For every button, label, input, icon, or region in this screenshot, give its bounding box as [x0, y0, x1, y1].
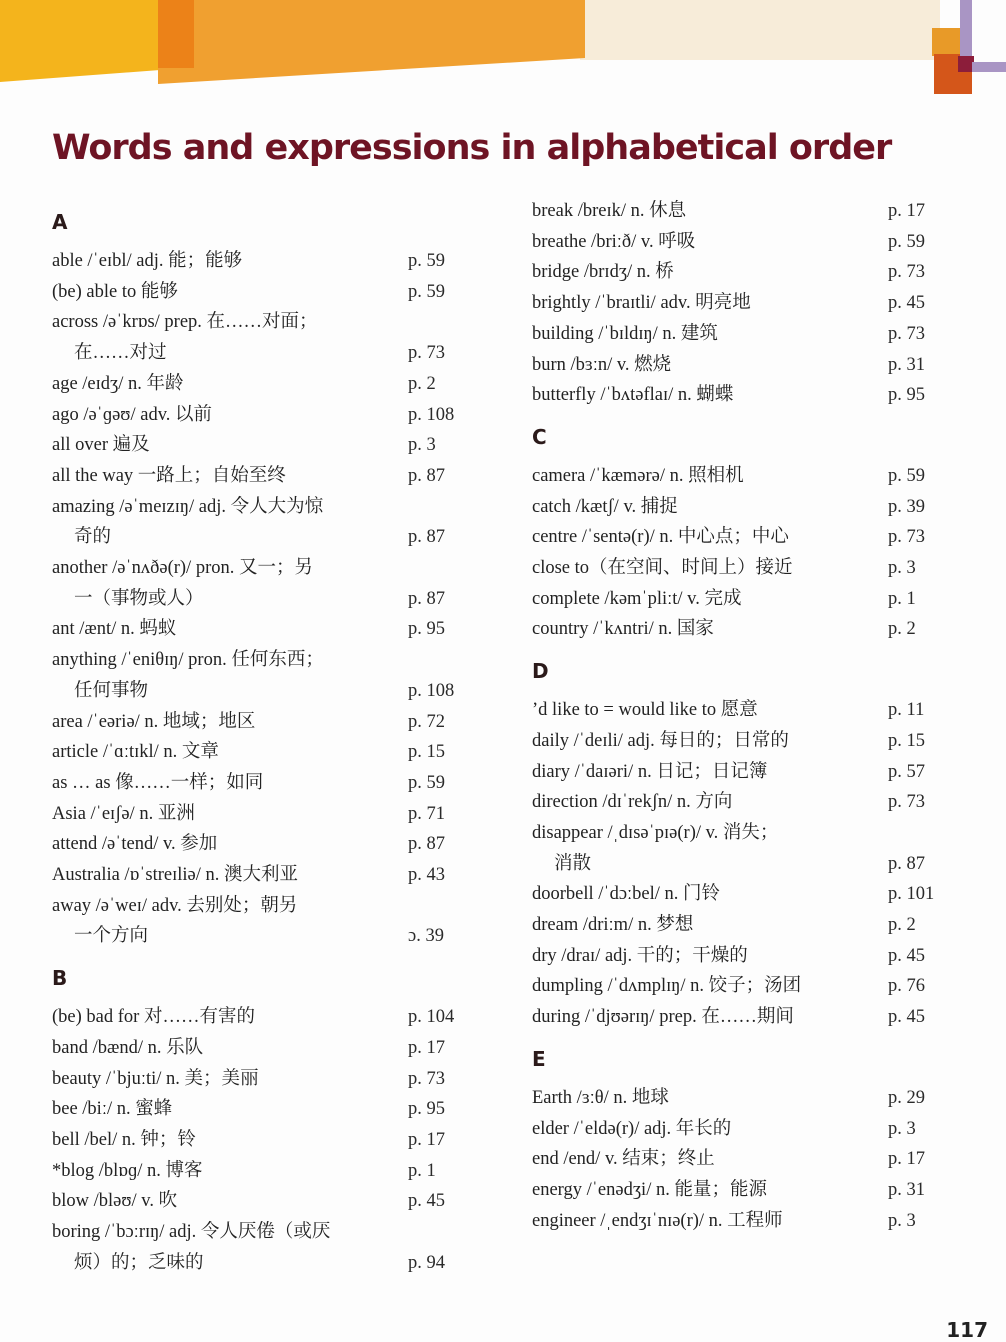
banner-dark-orange-strip [158, 0, 194, 68]
glossary-entry [532, 971, 952, 1002]
entry-text: break /breɪk/ n. 休息 [532, 201, 687, 221]
entry-text: close to（在空间、时间上）接近 [532, 558, 793, 578]
glossary-entry [52, 645, 472, 676]
glossary-entry [52, 461, 472, 492]
entry-text: disappear /ˌdɪsəˈpɪə(r)/ v. 消失； [532, 822, 779, 843]
page-reference: p. 3 [888, 1210, 916, 1231]
page-reference: p. 87 [408, 527, 445, 548]
entry-text: boring /ˈbɔːrɪŋ/ adj. 令人厌倦（或厌 [52, 1222, 331, 1242]
page-reference: p. 31 [888, 354, 925, 375]
page-reference: ɔ. 39 [408, 926, 444, 947]
page-reference: p. 39 [888, 496, 925, 517]
banner-orange-block [158, 0, 585, 84]
glossary-entry [52, 1002, 472, 1033]
glossary-entry [532, 941, 952, 972]
page-reference: p. 45 [408, 1191, 445, 1212]
page-number: 117 [946, 1318, 988, 1342]
entry-text: brightly /ˈbraɪtli/ adv. 明亮地 [532, 293, 751, 314]
entry-text: 在……对过 [74, 343, 167, 364]
glossary-entry [532, 1114, 952, 1145]
page-reference: p. 3 [888, 1118, 916, 1139]
glossary-entry [52, 400, 472, 431]
page-reference: p. 73 [408, 343, 445, 364]
entry-text: elder /ˈeldə(r)/ adj. 年长的 [532, 1118, 732, 1139]
page-reference: p. 15 [888, 730, 925, 751]
glossary-entry [52, 614, 472, 645]
page-reference: p. 59 [888, 465, 925, 486]
glossary-entry [532, 1206, 952, 1237]
entry-text: ago /əˈɡəʊ/ adv. 以前 [52, 404, 212, 425]
entry-text: band /bænd/ n. 乐队 [52, 1037, 204, 1058]
entry-text: bell /bel/ n. 钟；铃 [52, 1129, 196, 1150]
page-reference: p. 104 [408, 1007, 455, 1028]
entry-text: article /ˈɑːtɪkl/ n. 文章 [52, 742, 219, 763]
page-reference: p. 15 [408, 742, 445, 763]
entry-text: butterfly /ˈbʌtəflaɪ/ n. 蝴蝶 [532, 385, 734, 406]
entry-text: 一（事物或人） [74, 588, 204, 609]
page-reference: p. 45 [888, 1007, 925, 1028]
glossary-entry [52, 277, 472, 308]
glossary-entry [52, 1094, 472, 1125]
entry-text: breathe /briːð/ v. 呼吸 [532, 231, 696, 252]
banner-yellow-block [0, 0, 160, 82]
glossary-entry [532, 461, 952, 492]
glossary-entry [52, 860, 472, 891]
glossary-entry [532, 492, 952, 523]
glossary-entry [532, 757, 952, 788]
page-reference: p. 45 [888, 293, 925, 314]
page-reference: p. 71 [408, 803, 445, 824]
glossary-entry [52, 1156, 472, 1187]
entry-text: anything /ˈeniθɪŋ/ pron. 任何东西； [52, 650, 324, 671]
page-reference: p. 94 [408, 1252, 445, 1273]
page-reference: p. 59 [408, 772, 445, 793]
entry-text: another /əˈnʌðə(r)/ pron. 又一；另 [52, 558, 313, 578]
page-title: Words and expressions in alphabetical order [52, 128, 892, 168]
page-reference: p. 17 [408, 1129, 445, 1150]
page-reference: p. 108 [408, 680, 455, 701]
entry-text: direction /dɪˈrekʃn/ n. 方向 [532, 792, 733, 813]
entry-text: catch /kætʃ/ v. 捕捉 [532, 496, 678, 517]
entry-text: Asia /ˈeɪʃə/ n. 亚洲 [52, 803, 195, 824]
page-reference: p. 29 [888, 1087, 925, 1108]
entry-text: bridge /brɪdʒ/ n. 桥 [532, 262, 674, 283]
entry-text: 烦）的；乏味的 [74, 1252, 204, 1273]
entry-text: 任何事物 [74, 680, 149, 701]
page-reference: p. 11 [888, 700, 925, 721]
page-reference: p. 17 [408, 1037, 445, 1058]
glossary-entry-continuation [532, 849, 952, 880]
glossary-entry [532, 522, 952, 553]
glossary-entry [52, 707, 472, 738]
page-reference: p. 73 [408, 1068, 445, 1089]
glossary-entry [532, 553, 952, 584]
page-reference: p. 87 [408, 465, 445, 486]
entry-text: Australia /ɒˈstreɪliə/ n. 澳大利亚 [52, 865, 299, 885]
entry-text: area /ˈeəriə/ n. 地域；地区 [52, 711, 256, 732]
entry-text: centre /ˈsentə(r)/ n. 中心点；中心 [532, 527, 789, 548]
glossary-entry [532, 227, 952, 258]
entry-text: 奇的 [74, 527, 112, 548]
entry-text: (be) bad for 对……有害的 [52, 1007, 255, 1028]
glossary-entry-continuation [52, 338, 472, 369]
section-letter: A [52, 210, 68, 234]
entry-text: engineer /ˌendʒɪˈnɪə(r)/ n. 工程师 [532, 1210, 783, 1231]
banner-maroon-corner [958, 56, 974, 72]
entry-text: blow /bləʊ/ v. 吹 [52, 1191, 178, 1212]
glossary-entry [532, 1002, 952, 1033]
glossary-entry [52, 246, 472, 277]
glossary-entry [532, 726, 952, 757]
page-reference: p. 87 [408, 834, 445, 855]
entry-text: *blog /blɒɡ/ n. 博客 [52, 1160, 203, 1181]
glossary-entry [532, 1175, 952, 1206]
glossary-entry [532, 787, 952, 818]
page-reference: p. 43 [408, 865, 445, 885]
entry-text: Earth /ɜːθ/ n. 地球 [532, 1087, 669, 1108]
page-reference: p. 59 [888, 231, 925, 252]
glossary-entry-continuation [52, 921, 472, 952]
glossary-entry-continuation [52, 522, 472, 553]
glossary-entry [532, 1083, 952, 1114]
entry-text: all the way 一路上；自始至终 [52, 465, 286, 486]
page-reference: p. 1 [888, 588, 916, 609]
glossary-entry [532, 319, 952, 350]
glossary-entry [52, 492, 472, 523]
entry-text: across /əˈkrɒs/ prep. 在……对面； [52, 312, 318, 333]
section-letter: C [532, 424, 547, 449]
glossary-entry [532, 257, 952, 288]
glossary-entry [532, 1144, 952, 1175]
glossary-entry [52, 1217, 472, 1248]
glossary-entry [52, 1033, 472, 1064]
page-reference: p. 3 [888, 558, 916, 578]
glossary-entry-continuation [52, 1248, 472, 1279]
section-letter: E [532, 1046, 546, 1071]
page-reference: p. 3 [408, 435, 436, 456]
glossary-entry [532, 879, 952, 910]
glossary-entry [52, 369, 472, 400]
glossary-entry [532, 818, 952, 849]
page-reference: p. 31 [888, 1179, 925, 1200]
page-reference: p. 73 [888, 527, 925, 548]
glossary-entry [532, 350, 952, 381]
glossary-entry-continuation [52, 676, 472, 707]
page-reference: p. 59 [408, 281, 445, 302]
glossary-entry [532, 584, 952, 615]
page-reference: p. 95 [408, 619, 445, 640]
glossary-entry [52, 1125, 472, 1156]
glossary-entry [52, 1064, 472, 1095]
entry-text: doorbell /ˈdɔːbel/ n. 门铃 [532, 884, 721, 905]
glossary-entry [52, 891, 472, 922]
glossary-entry [532, 614, 952, 645]
entry-text: dream /driːm/ n. 梦想 [532, 915, 694, 935]
entry-text: end /end/ v. 结束；终止 [532, 1149, 715, 1170]
banner-purple-horizontal [972, 62, 1006, 72]
page-reference: p. 76 [888, 976, 925, 997]
entry-text: attend /əˈtend/ v. 参加 [52, 834, 218, 855]
page-reference: p. 59 [408, 251, 445, 271]
entry-text: during /ˈdjʊərɪŋ/ prep. 在……期间 [532, 1007, 794, 1028]
entry-text: able /ˈeɪbl/ adj. 能；能够 [52, 251, 243, 271]
glossary-entry [52, 1186, 472, 1217]
page-reference: p. 2 [888, 619, 916, 640]
entry-text: burn /bɜːn/ v. 燃烧 [532, 354, 672, 375]
banner-cream-block [580, 0, 940, 60]
entry-text: camera /ˈkæmərə/ n. 照相机 [532, 465, 744, 486]
entry-text: ant /ænt/ n. 蚂蚁 [52, 619, 177, 640]
page-reference: p. 101 [888, 884, 935, 905]
entry-text: dry /draɪ/ adj. 干的；干燥的 [532, 945, 748, 966]
decorative-banner [0, 0, 1006, 120]
page-reference: p. 2 [888, 915, 916, 935]
glossary-entry [532, 288, 952, 319]
page-reference: p. 17 [888, 1149, 925, 1170]
glossary-entry-continuation [52, 584, 472, 615]
entry-text: dumpling /ˈdʌmplɪŋ/ n. 饺子；汤团 [532, 976, 802, 997]
glossary-entry [52, 799, 472, 830]
page-reference: p. 2 [408, 373, 436, 394]
entry-text: 一个方向 [74, 926, 149, 947]
page-reference: p. 73 [888, 262, 925, 283]
glossary-entry [52, 307, 472, 338]
entry-text: as … as 像……一样；如同 [52, 772, 264, 793]
glossary-entry [532, 910, 952, 941]
entry-text: daily /ˈdeɪli/ adj. 每日的；日常的 [532, 730, 789, 751]
page-reference: p. 87 [408, 588, 445, 609]
entry-text: diary /ˈdaɪəri/ n. 日记；日记簿 [532, 761, 768, 782]
page-reference: p. 73 [888, 792, 925, 813]
glossary-entry [532, 695, 952, 726]
glossary-entry [52, 768, 472, 799]
entry-text: energy /ˈenədʒi/ n. 能量；能源 [532, 1179, 767, 1200]
entry-text: age /eɪdʒ/ n. 年龄 [52, 373, 184, 394]
glossary-entry [52, 737, 472, 768]
glossary-entry [52, 430, 472, 461]
entry-text: complete /kəmˈpliːt/ v. 完成 [532, 588, 742, 609]
entry-text: 消散 [554, 853, 592, 874]
entry-text: away /əˈweɪ/ adv. 去别处；朝另 [52, 895, 298, 916]
entry-text: amazing /əˈmeɪzɪŋ/ adj. 令人大为惊 [52, 496, 324, 517]
entry-text: country /ˈkʌntri/ n. 国家 [532, 619, 714, 640]
page-reference: p. 87 [888, 853, 925, 874]
page-reference: p. 95 [408, 1099, 445, 1120]
page-reference: p. 73 [888, 323, 925, 344]
page-reference: p. 17 [888, 201, 925, 221]
section-letter: B [52, 966, 68, 991]
glossary-entry [52, 553, 472, 584]
page-reference: p. 45 [888, 945, 925, 966]
entry-text: bee /biː/ n. 蜜蜂 [52, 1099, 173, 1120]
page-reference: p. 57 [888, 761, 925, 782]
glossary-entry [532, 196, 952, 227]
page-reference: p. 95 [888, 385, 925, 406]
glossary-entry [532, 380, 952, 411]
glossary-entry [52, 829, 472, 860]
entry-text: all over 遍及 [52, 435, 150, 456]
page-reference: p. 108 [408, 404, 455, 425]
entry-text: beauty /ˈbjuːti/ n. 美；美丽 [52, 1068, 259, 1089]
entry-text: (be) able to 能够 [52, 281, 178, 302]
page-reference: p. 1 [408, 1160, 436, 1181]
entry-text: ’d like to = would like to 愿意 [532, 700, 758, 721]
page-reference: p. 72 [408, 711, 445, 732]
entry-text: building /ˈbɪldɪŋ/ n. 建筑 [532, 323, 718, 344]
section-letter: D [532, 659, 549, 684]
